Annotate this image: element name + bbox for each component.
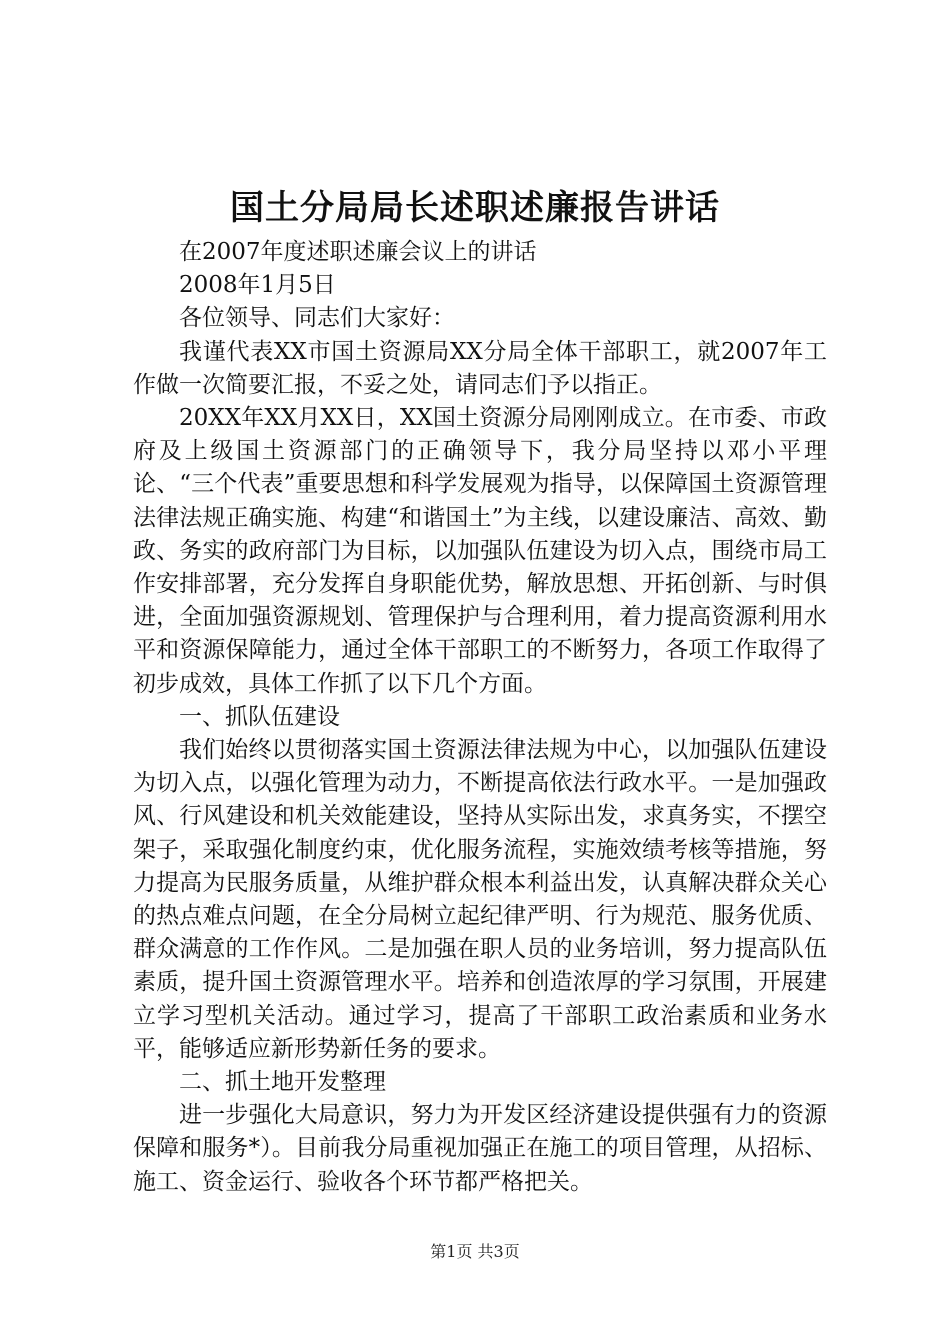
speech-date: 2008年1月5日 — [179, 272, 336, 299]
overview-paragraph: 20XX年XX月XX日，XX国土资源分局刚刚成立。在市委、市政府及上级国土资源部门的正确领导下，我分局坚持以邓小平理论、“三个代表”重要思想和科学发展观为指导，以保障国土资源管理法律法规正确实施、构建“和谐国土”为主线，以建设廉洁、高效、勤政、务实的政府部门为目标，以加强队伍建设为切入点，围绕市局工作安排部署，充分发挥自身职能优势，解放思想、开拓创新、与时俱进，全面加强资源规划、管理保护与合理利用，着力提高资源利用水平和资源保障能力，通过全体干部职工的不断努力，各项工作取得了初步成效，具体工作抓了以下几个方面。 — [133, 405, 827, 697]
page-footer: 第1页 共3页 — [430, 1242, 520, 1261]
section-2-paragraph: 进一步强化大局意识，努力为开发区经济建设提供强有力的资源保障和服务*）。目前我分局重视加强正在施工的项目管理，从招标、施工、资金运行、验收各个环节都严格把关。 — [133, 1102, 827, 1195]
section-1-paragraph: 我们始终以贯彻落实国土资源法律法规为中心，以加强队伍建设为切入点，以强化管理为动力，不断提高依法行政水平。一是加强政风、行风建设和机关效能建设，坚持从实际出发，求真务实，不摆空架子，采取强化制度约束，优化服务流程，实施效绩考核等措施，努力提高为民服务质量，从维护群众根本利益出发，认真解决群众关心的热点难点问题，在全分局树立起纪律严明、行为规范、服务优质、群众满意的工作作风。二是加强在职人员的业务培训，努力提高队伍素质，提升国土资源管理水平。培养和创造浓厚的学习氛围，开展建立学习型机关活动。通过学习，提高了干部职工政治素质和业务水平，能够适应新形势新任务的要求。 — [133, 737, 827, 1062]
document-body — [133, 236, 827, 1199]
greeting: 各位领导、同志们大家好： — [179, 305, 455, 332]
document-title: 国土分局局长述职述廉报告讲话 — [230, 188, 720, 228]
section-1-heading: 一、抓队伍建设 — [179, 703, 340, 730]
section-2-heading: 二、抓土地开发整理 — [179, 1069, 386, 1096]
speech-subtitle: 在2007年度述职述廉会议上的讲话 — [179, 239, 537, 265]
intro-paragraph: 我谨代表XX市国土资源局XX分局全体干部职工，就2007年工作做一次简要汇报，不妥之处，请同志们予以指正。 — [133, 338, 827, 398]
